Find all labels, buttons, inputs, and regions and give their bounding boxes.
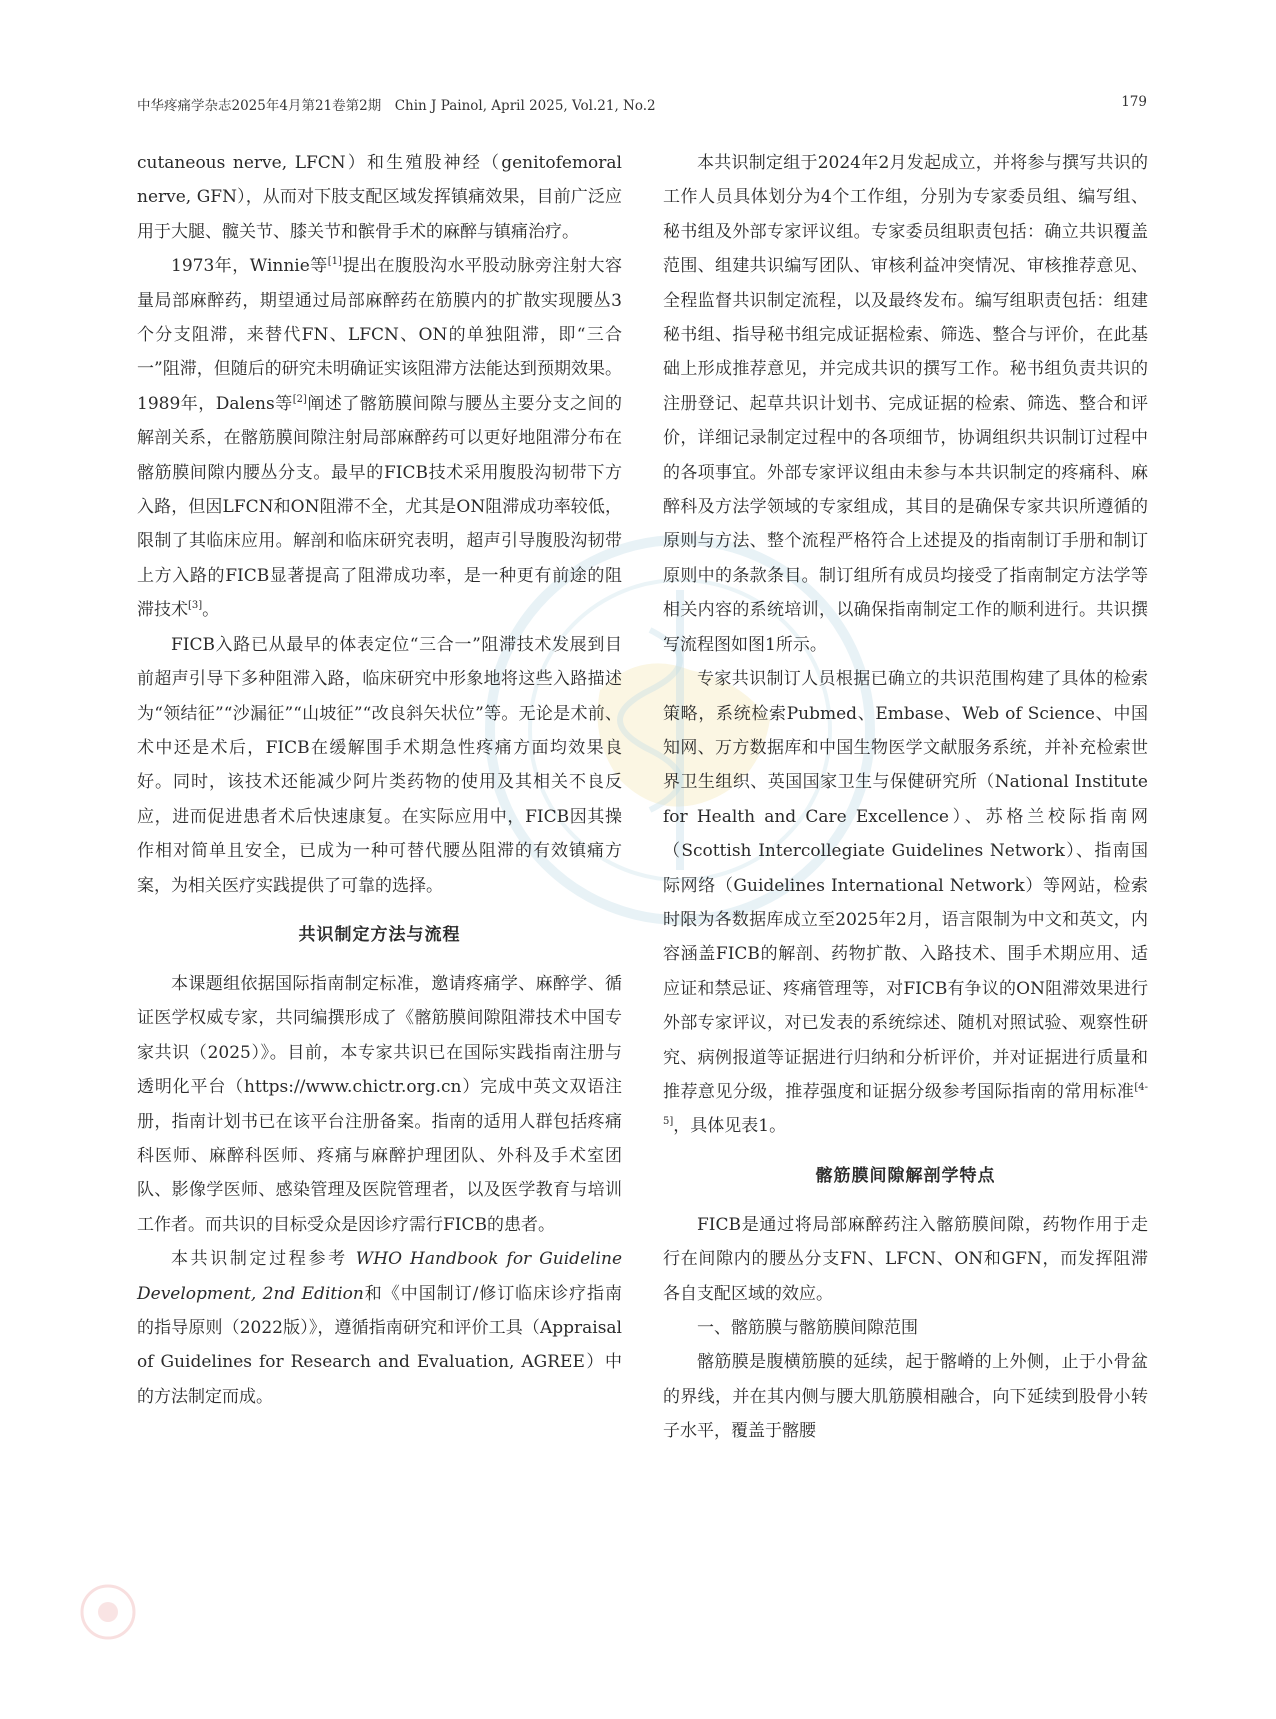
paragraph: 本共识制定组于2024年2月发起成立，并将参与撰写共识的工作人员具体划分为4个工作组，分别为专家委员组、编写组、秘书组及外部专家评议组。专家委员组职责包括：确立共识覆盖范围、组建共识编写团队、审核利益冲突情况、审核推荐意见、全程监督共识制定流程，以及最终发布。编写组职责包括：组建秘书组、指导秘书组完成证据检索、筛选、整合与评价，在此基础上形成推荐意见，并完成共识的撰写工作。秘书组负责共识的注册登记、起草共识计划书、完成证据的检索、筛选、整合和评价，详细记录制定过程中的各项细节，协调组织共识制订过程中的各项事宜。外部专家评议组由未参与本共识制定的疼痛科、麻醉科及方法学领域的专家组成，其目的是确保专家共识所遵循的原则与方法、整个流程严格符合上述提及的指南制订手册和制订原则中的条款条目。制订组所有成员均接受了指南制定方法学等相关内容的系统培训，以确保指南制定工作的顺利进行。共识撰写流程图如图1所示。 (663, 153, 1148, 655)
paragraph: 髂筋膜是腹横筋膜的延续，起于髂嵴的上外侧，止于小骨盆的界线，并在其内侧与腰大肌筋膜相融合，向下延续到股骨小转子水平，覆盖于髂腰 (663, 1352, 1148, 1442)
text-run: ，具体见表1。 (673, 1116, 787, 1137)
paragraph: FICB入路已从最早的体表定位“三合一”阻滞技术发展到目前超声引导下多种阻滞入路，临床研究中形象地将这些入路描述为“领结征”“沙漏征”“山坡征”“改良斜矢状位”等。无论是术前、术中还是术后，FICB在缓解围手术期急性疼痛方面均效果良好。同时，该技术还能减少阿片类药物的使用及其相关不良反应，进而促进患者术后快速康复。在实际应用中，FICB因其操作相对简单且安全，已成为一种可替代腰丛阻滞的有效镇痛方案，为相关医疗实践提供了可靠的选择。 (137, 634, 622, 896)
right-column (663, 146, 1148, 1449)
running-head (137, 94, 1147, 116)
text-run: 专家共识制订人员根据已确立的共识范围构建了具体的检索策略，系统检索Pubmed、Embase、Web of Science、中国知网、万方数据库和中国生物医学文献服务系统，并补充检索世界卫生组织、英国国家卫生与保健研究所（National Institute for Health and Care Excellence）、苏格兰校际指南网（Scottish Intercollegiate Guidelines Network）、指南国际网络（Guidelines International Network）等网站，检索时限为各数据库成立至2025年2月，语言限制为中文和英文，内容涵盖FICB的解剖、药物扩散、入路技术、围手术期应用、适应证和禁忌证、疼痛管理等，对FICB有争议的ON阻滞效果进行外部专家评议，对已发表的系统综述、随机对照试验、观察性研究、病例报道等证据进行归纳和分析评价，并对证据进行质量和推荐意见分级，推荐强度和证据分级参考国际指南的常用标准 (663, 669, 1148, 1102)
left-column (137, 146, 622, 1414)
text-run: 阐述了髂筋膜间隙与腰丛主要分支之间的解剖关系，在髂筋膜间隙注射局部麻醉药可以更好地阻滞分布在髂筋膜间隙内腰丛分支。最早的FICB技术采用腹股沟韧带下方入路，但因LFCN和ON阻滞不全，尤其是ON阻滞成功率较低，限制了其临床应用。解剖和临床研究表明，超声引导腹股沟韧带上方入路的FICB显著提高了阻滞成功率，是一种更有前途的阻滞技术 (137, 393, 623, 621)
section-heading: 共识制定方法与流程 (298, 924, 461, 945)
citation-ref[interactable]: [1] (327, 256, 342, 268)
text-run: 本共识制定过程参考 (171, 1249, 348, 1270)
text-run: 。 (202, 600, 220, 621)
paragraph: FICB是通过将局部麻醉药注入髂筋膜间隙，药物作用于走行在间隙内的腰丛分支FN、LFCN、ON和GFN，而发挥阻滞各自支配区域的效应。 (663, 1214, 1148, 1304)
paragraph: 本课题组依据国际指南制定标准，邀请疼痛学、麻醉学、循证医学权威专家，共同编撰形成了《髂筋膜间隙阻滞技术中国专家共识（2025）》。目前，本专家共识已在国际实践指南注册与透明化平台（https://www.chictr.org.cn）完成中英文双语注册，指南计划书已在该平台注册备案。指南的适用人群包括疼痛科医师、麻醉科医师、疼痛与麻醉护理团队、外科及手术室团队、影像学医师、感染管理及医院管理者，以及医学教育与培训工作者。而共识的目标受众是因诊疗需行FICB的患者。 (137, 973, 622, 1235)
page-number: 179 (1121, 94, 1147, 110)
citation-ref[interactable]: [3] (188, 600, 203, 612)
citation-ref[interactable]: [4-5] (663, 1081, 1148, 1128)
paragraph (137, 1242, 622, 1414)
citation-ref[interactable]: [2] (292, 393, 307, 405)
text-run: 1973年，Winnie等 (171, 256, 328, 277)
text-run: 提出在腹股沟水平股动脉旁注射大容量局部麻醉药，期望通过局部麻醉药在筋膜内的扩散实现腰丛3个分支阻滞，来替代FN、LFCN、ON的单独阻滞，即“三合一”阻滞，但随后的研究未明确证实该阻滞方法能达到预期效果。1989年，Dalens等 (137, 256, 622, 414)
subsection-heading: 一、髂筋膜与髂筋膜间隙范围 (697, 1318, 918, 1338)
text-run: 和《中国制订/修订临床诊疗指南的指导原则（2022版）》，遵循指南研究和评价工具（Appraisal of Guidelines for Research and Evaluation, AGREE）中的方法制定而成。 (137, 1283, 622, 1407)
paragraph (663, 662, 1148, 1144)
book-title: WHO Handbook for Guideline Development, 2nd Edition (137, 1249, 623, 1304)
journal-citation: 中华疼痛学杂志2025年4月第21卷第2期 Chin J Painol, April 2025, Vol.21, No.2 (137, 98, 656, 114)
paragraph (137, 249, 622, 627)
society-seal-icon (78, 1582, 138, 1642)
section-heading: 髂筋膜间隙解剖学特点 (815, 1165, 996, 1186)
paragraph: cutaneous nerve, LFCN）和生殖股神经（genitofemoral nerve, GFN），从而对下肢支配区域发挥镇痛效果，目前广泛应用于大腿、髋关节、膝关节和髌骨手术的麻醉与镇痛治疗。 (137, 153, 622, 242)
